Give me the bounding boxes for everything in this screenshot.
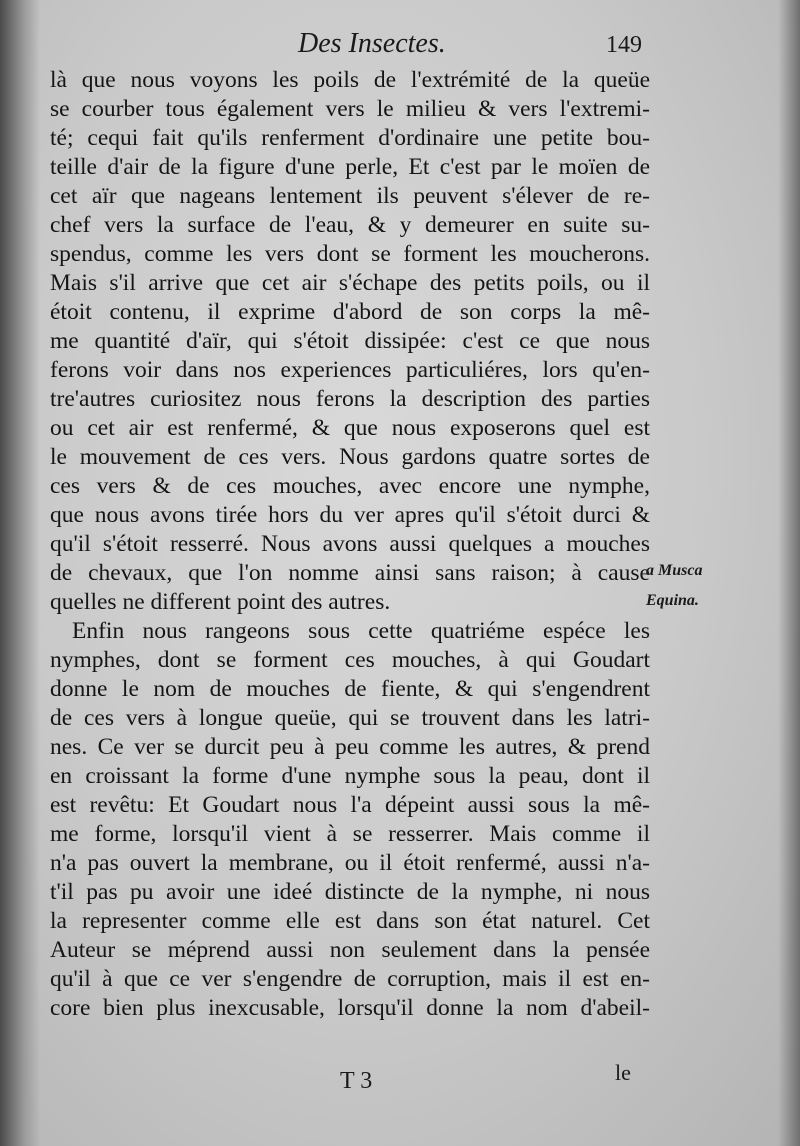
text-line: étoit contenu, il exprime d'abord de son corps la mê-	[50, 299, 650, 325]
text-line: tre'autres curiositez nous ferons la description des parties	[50, 386, 650, 412]
text-line: qu'il à que ce ver s'engendre de corruption, mais il est en-	[50, 966, 650, 992]
text-line: là que nous voyons les poils de l'extrémité de la queüe	[50, 67, 650, 93]
marginal-note-line2: Equina.	[646, 592, 699, 609]
page-edge-shadow	[778, 0, 800, 1146]
text-line: me forme, lorsqu'il vient à se resserrer. Mais comme il	[50, 821, 650, 847]
text-line: t'il pas pu avoir une ideé distincte de la nymphe, ni nous	[50, 879, 650, 905]
text-line: de ces vers à longue queüe, qui se trouvent dans les latri-	[50, 705, 650, 731]
text-line: nes. Ce ver se durcit peu à peu comme les autres, & prend	[50, 734, 650, 760]
marginal-note-line1: a Musca	[646, 562, 703, 579]
text-line: la representer comme elle est dans son état naturel. Cet	[50, 908, 650, 934]
text-line: ou cet air est renfermé, & que nous exposerons quel est	[50, 415, 650, 441]
text-body	[50, 66, 650, 1023]
text-line: le mouvement de ces vers. Nous gardons quatre sortes de	[50, 444, 650, 470]
text-line: spendus, comme les vers dont se forment les moucherons.	[50, 241, 650, 267]
running-title: Des Insectes.	[298, 28, 446, 59]
text-line: que nous avons tirée hors du ver apres qu'il s'étoit durci &	[50, 502, 650, 528]
text-line: Auteur se méprend aussi non seulement dans la pensée	[50, 937, 650, 963]
text-line: n'a pas ouvert la membrane, ou il étoit renfermé, aussi n'a-	[50, 850, 650, 876]
text-line: cet aïr que nageans lentement ils peuvent s'élever de re-	[50, 183, 650, 209]
text-line: qu'il s'étoit resserré. Nous avons aussi quelques a mouches	[50, 531, 650, 557]
text-line: est revêtu: Et Goudart nous l'a dépeint aussi sous la mê-	[50, 792, 650, 818]
text-line: en croissant la forme d'une nymphe sous la peau, dont il	[50, 763, 650, 789]
signature-mark: T 3	[340, 1068, 373, 1094]
catchword: le	[615, 1060, 631, 1085]
text-line: chef vers la surface de l'eau, & y demeurer en suite su-	[50, 212, 650, 238]
text-line: de chevaux, que l'on nomme ainsi sans raison; à cause	[50, 560, 650, 586]
text-line: ferons voir dans nos experiences particuliéres, lors qu'en-	[50, 357, 650, 383]
text-line: té; cequi fait qu'ils renferment d'ordinaire une petite bou-	[50, 125, 650, 151]
text-line: se courber tous également vers le milieu & vers l'extremi-	[50, 96, 650, 122]
text-line: me quantité d'aïr, qui s'étoit dissipée: c'est ce que nous	[50, 328, 650, 354]
binding-gutter-shadow	[0, 0, 40, 1146]
text-line: quelles ne different point des autres.	[50, 589, 391, 615]
text-line: teille d'air de la figure d'une perle, Et c'est par le moïen de	[50, 154, 650, 180]
text-line: ces vers & de ces mouches, avec encore une nymphe,	[50, 473, 650, 499]
text-line: donne le nom de mouches de fiente, & qui s'engendrent	[50, 676, 650, 702]
text-line: core bien plus inexcusable, lorsqu'il donne la nom d'abeil-	[50, 995, 650, 1021]
page-number: 149	[606, 32, 642, 58]
text-line: Enfin nous rangeons sous cette quatriéme espéce les	[72, 618, 650, 644]
text-line: Mais s'il arrive que cet air s'échape des petits poils, ou il	[50, 270, 650, 296]
text-line: nymphes, dont se forment ces mouches, à qui Goudart	[50, 647, 650, 673]
page-header	[0, 26, 800, 66]
